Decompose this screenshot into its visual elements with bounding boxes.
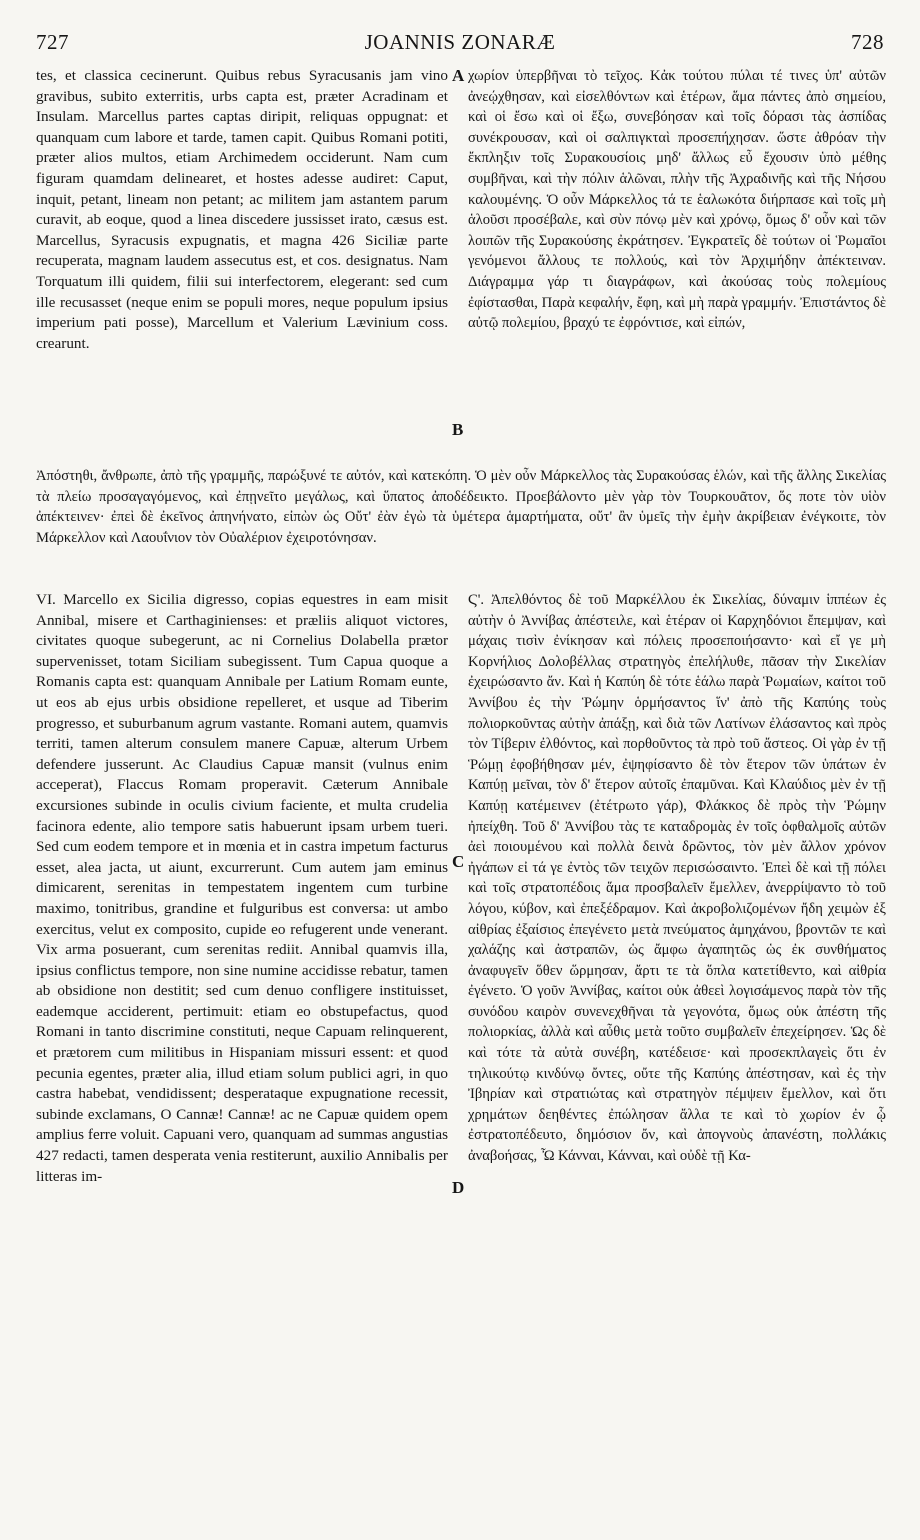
- greek-paragraph-bottom: Ϛ'. Ἀπελθόντος δὲ τοῦ Μαρκέλλου ἐκ Σικελίας, δύναμιν ἱππέων ἐς αὐτὴν ὁ Ἀννίβας ἀπέστειλε, καὶ ἑτέραν οἱ Καρχηδόνιοι ἔπεμψαν, καὶ μάχαις τισὶν ἐνίκησαν καὶ πόλεις προσεποιήσαντο· καὶ εἴ γε μὴ Κορνήλιος Δολοβέλλας στρατηγὸς ἐπελήλυθε, πᾶσαν τὴν Σικελίαν ἐχειρώσαντο ἄν. Καὶ ἡ Καπύη δὲ τότε ἑάλω παρὰ Ῥωμαίων, καίτοι τοῦ Ἀννίβου ἐς τὴν Ῥώμην ὁρμήσαντος ἵν' ἀπὸ τῆς Καπύης τοὺς πολιορκοῦντας αὐτὴν ἀπάξῃ, καὶ διὰ τῶν Λατίνων ἐλάσαντος καὶ πρὸς τὸν Τίβεριν ἐλθόντος, καὶ πορθοῦντος τὰ πρὸ τοῦ ἄστεος. Οἱ γὰρ ἐν τῇ Ῥώμῃ ἐφοβήθησαν μέν, ἐψηφίσαντο δὲ τὸν ἕτερον τῶν ὑπάτων ἐν Καπύῃ μεῖναι, τὸν δ' ἕτερον αὐτοῖς ἐπαμῦναι. Καὶ Κλαύδιος μὲν ἐν τῇ Καπύῃ κατέμεινεν (ἐτέτρωτο γάρ), Φλάκκος δὲ πρὸς τὴν Ῥώμην ἠπείχθη. Τοῦ δ' Ἀννίβου τὰς τε καταδρομὰς ἐν τοῖς ὀφθαλμοῖς αὐτῶν ἀεὶ ποιουμένου καὶ πολλὰ δεινὰ δρῶντος, τὸν μὲν ἄλλον χρόνον ἠγάπων εἰ τά γε ἐντὸς τῶν τειχῶν περισώσαιντο. Ἐπεὶ δὲ καὶ τῇ πόλει καὶ τοῖς στρατοπέδοις ἅμα προσβαλεῖν ἔμελλεν, ἀνερρίψαντο τὸ τοῦ λόγου, κύβον, καὶ ἐπεξέδραμον. Καὶ ἀκροβολιζομένων ἤδη χειμὼν ἐξ αἰθρίας ἐξαίσιος ἐπεγένετο μετὰ πνεύματος ἀμηχάνου, βροντῶν τε καὶ χαλάζης καὶ ἀστραπῶν, ὡς ἄμφω ἀγαπητῶς ὡς ἐκ συνθήματος ἀναφυγεῖν ὅθεν ὥρμησαν, ἄρτι τε τὰ ὅπλα κατετίθεντο, καὶ αἰθρία ἐγένετο. Ὁ γοῦν Ἀννίβας, καίτοι οὐκ ἀθεεὶ λογισάμενος παρὰ τὸν τῆς συνόδου καιρὸν συνενεχθῆναι τὰ γεγονότα, ὅμως οὐκ ἀπέστη τῆς πολιορκίας, ἀλλὰ καὶ αὖθις μετὰ τοῦτο συμβαλεῖν ἐπεχείρησεν. Ὡς δὲ καὶ τότε τὰ αὐτὰ συνέβη, κατέδεισε· καὶ προσεκπλαγεὶς ὅτι ἐν τηλικούτῳ κινδύνῳ ὄντες, οὔτε τῆς Καπύης ἀπέστησαν, καὶ ἐς τὴν Ἰβηρίαν καὶ στρατιώτας καὶ στρατηγὸν πέμψειν ἔμελλον, καὶ ὅτι χρημάτων δεηθέντες ἐπώλησαν ἄλλα τε καὶ τὸ χωρίον ἐν ᾧ ἐστρατοπέδευτο, δημόσιον ὄν, καὶ ἀπογνοὺς ἀπανέστη, πολλάκις ἀναβοήσας, Ὦ Κάνναι, Κάνναι, καὶ οὐδὲ τῇ Κα-: [468, 592, 886, 1165]
- greek-column-top: [468, 66, 886, 462]
- greek-full-width-block: [36, 466, 886, 584]
- greek-paragraph-top: χωρίον ὑπερβῆναι τὸ τεῖχος. Κἀκ τούτου πύλαι τέ τινες ὑπ' αὐτῶν ἀνεῴχθησαν, καὶ εἰσελθόντων καὶ ἑτέρων, ἅμα πάντες ἀπὸ σημείου, καὶ οἱ ἔσω καὶ οἱ ἔξω, συνεβόησαν καὶ τοῖς δόρασι τὰς ἀσπίδας συνέκρουσαν, καὶ οἱ σαλπιγκταὶ προσεπήχησαν. ὥστε ἀθρόαν τὴν ἔκπληξιν τοῖς Συρακουσίοις μηδ' ἄλλως εὖ ἔχουσιν ὑπὸ μέθης συμβῆναι, καὶ τὴν πόλιν ἁλῶναι, πλὴν τῆς Ἀχραδινῆς καὶ τῆς Νήσου καλουμένης. Ὁ οὖν Μάρκελλος τά τε ἑαλωκότα διήρπασε καὶ τοῖς μὴ ἁλοῦσι προσέβαλε, καὶ σὺν πόνῳ μὲν καὶ χρόνῳ, ὅμως δ' οὖν καὶ τῶν λοιπῶν τῆς Συρακούσης ἐκράτησεν. Ἐγκρατεῖς δὲ τούτων οἱ Ῥωμαῖοι γενόμενοι ἄλλους τε πολλούς, καὶ τὸν Ἀρχιμήδην ἀπέκτειναν. Διάγραμμα γάρ τι διαγράφων, καὶ ἀκούσας τοὺς πολεμίους ἐφίστασθαι, Παρὰ κεφαλήν, ἔφη, καὶ μὴ παρὰ γραμμήν. Ἐπιστάντος δὲ αὐτῷ πολεμίου, βραχύ τε ἐφρόντισε, καὶ εἰπών,: [468, 68, 886, 332]
- page-number-right: 728: [851, 30, 884, 54]
- latin-column-bottom: [36, 590, 448, 1520]
- page-number-left: 727: [36, 30, 69, 54]
- greek-paragraph-full: Ἀπόστηθι, ἄνθρωπε, ἀπὸ τῆς γραμμῆς, παρώξυνέ τε αὐτόν, καὶ κατεκόπη. Ὁ μὲν οὖν Μάρκελλος τὰς Συρακούσας ἑλών, καὶ τῆς ἄλλης Σικελίας τὰ πλείω προσαγαγόμενος, καὶ ἐπῃνεῖτο μεγάλως, καὶ ὕπατος ἀποδέδεικτο. Προεβάλοντο μὲν γὰρ τὸν Τουρκουᾶτον, ὅς ποτε τὸν υἱὸν ἀπέκτεινεν· ἐπεὶ δὲ ἐκεῖνος ἀπηνήνατο, εἰπὼν ὡς Οὔτ' ἐὰν ἐγὼ τὰ ὑμέτερα ἁμαρτήματα, οὔτ' ἂν ὑμεῖς τὴν ἐμὴν ἀκρίβειαν ἐνέγκοιτε, τὸν Μάρκελλον καὶ Λαουΐνιον τὸν Οὐαλέριον ἐχειροτόνησαν.: [36, 468, 886, 546]
- latin-paragraph-bottom: VI. Marcello ex Sicilia digresso, copias equestres in eam misit Annibal, misere et Carthaginienses: et præliis aliquot victores, civitates quoque subegerunt, ac ni Cornelius Dolabella prætor supervenisset, totam Siciliam subegissent. Tum Capua quoque a Romanis capta est: quanquam Annibale per Latium Romam eunte, ut eos ab ejus urbis obsidione repelleret, et usque ad Tiberim progresso, et suburbanum agrum vastante. Romani autem, quamvis territi, tamen alterum consulem manere Capuæ, alterum Urbem defendere jusserunt. Ac Claudius Capuæ mansit (vulnus enim acceperat), Flaccus Romam properavit. Cæterum Annibale excursiones subinde in oculis civium faciente, et multa crudelia facinora edente, alio tempore satis habuerunt ipsam urbem tueri. Sed cum eodem tempore et in mœnia et in castra impetum facturus esset, alea jacta, ut aiunt, excurrerunt. Cum autem jam eminus dimicarent, serenitas in tempestatem ingentem cum turbine maximo, tonitribus, grandine et fulguribus est conversa: ut ambo exercitus, velut ex composito, cupide eo refugerent unde venerant. Vix arma posuerant, cum serenitas rediit. Annibal quamvis illa, ipsius conflictus tempore, non sine numine accidisse rebatur, tamen ab obsidione non destitit; sed cum denuo confligere instituisset, eademque acciderent, pertimuit: etiam eo obstupefactus, quod Romani in tanto discrimine constituti, neque Capuam relinquerent, et prætorem cum militibus in Hispaniam missuri essent: et quod pecunia egentes, præter alia, illud etiam solum publici agri, in quo castra habebat, vendidissent; desperataque expugnatione recessit, subinde exclamans, O Cannæ! Cannæ! ac ne Capuæ quidem opem amplius ferre voluit. Capuani vero, quanquam ad summas angustias 427 redacti, tamen desperata venia restiterunt, auxilio Annibalis per litteras im-: [36, 591, 448, 1185]
- running-header: [36, 30, 884, 64]
- section-marker-c: C: [452, 852, 465, 871]
- section-marker-d: D: [452, 1178, 465, 1197]
- section-marker-b: B: [452, 420, 464, 439]
- latin-paragraph-top: tes, et classica cecinerunt. Quibus rebus Syracusanis jam vino gravibus, subito exterritis, urbs capta est, præter Acradinam et Insulam. Marcellus partes captas diripit, reliquas oppugnat: et quanquam cum labore et tarde, tamen capit. Quibus Romani potiti, præter alios multos, etiam Archimedem occiderunt. Nam cum figuram quamdam delinearet, et hostes adesse audiret: Caput, inquit, petant, lineam non petant; ac militem jam astantem parum curavit, ab eoque, quod a linea discedere jussisset irato, cæsus est. Marcellus, Syracusis expugnatis, et magna 426 Siciliæ parte recuperata, magnam laudem assecutus est, et cos. designatus. Nam Torquatum illi quidem, filii sui interfectorem, elegerant: sed cum ille recusasset (neque enim se populi mores, neque populum ipsius imperium pati posse), Marcellum et Valerium Lævinium coss. crearunt.: [36, 67, 448, 352]
- running-title: JOANNIS ZONARÆ: [364, 30, 556, 54]
- section-marker-a: A: [452, 66, 465, 85]
- greek-column-bottom: [468, 590, 886, 1520]
- latin-column-top: [36, 66, 448, 462]
